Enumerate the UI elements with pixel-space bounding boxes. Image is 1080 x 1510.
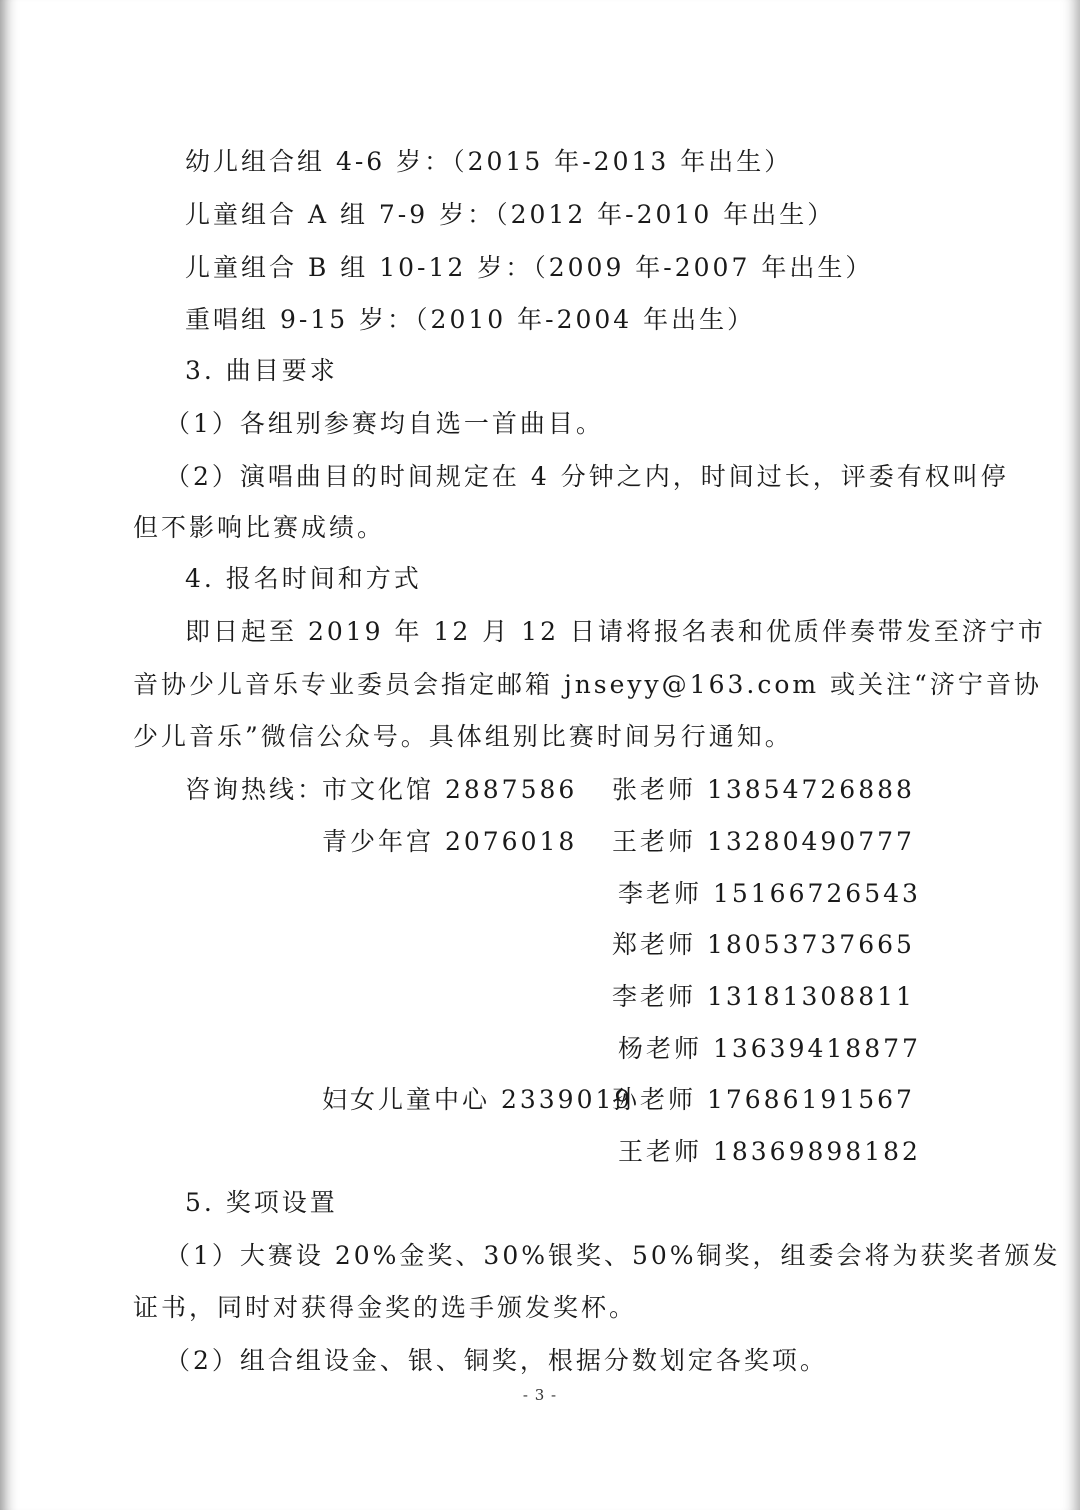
hotline-teacher: 郑老师 18053737665 — [612, 930, 915, 959]
hotline-teacher: 张老师 13854726888 — [612, 775, 915, 804]
hotline-teacher: 李老师 13181308811 — [612, 982, 915, 1011]
age-group-line: 儿童组合 B 组 10-12 岁：（2009 年-2007 年出生） — [185, 253, 874, 282]
section-heading-song-requirements: 3. 曲目要求 — [185, 356, 338, 385]
hotline-teacher: 王老师 13280490777 — [612, 827, 915, 856]
hotline-teacher: 王老师 18369898182 — [618, 1137, 921, 1166]
hotline-venue: 妇女儿童中心 2339019 — [322, 1085, 634, 1114]
hotline-venue: 青少年宫 2076018 — [322, 827, 578, 856]
age-group-line: 儿童组合 A 组 7-9 岁：（2012 年-2010 年出生） — [185, 200, 836, 229]
page-number: - 3 - — [522, 1386, 558, 1404]
hotline-label: 咨询热线： — [185, 775, 326, 804]
hotline-teacher: 李老师 15166726543 — [618, 879, 921, 908]
hotline-venue: 市文化馆 2887586 — [322, 775, 578, 804]
song-requirement-item: （1）各组别参赛均自选一首曲目。 — [165, 409, 604, 438]
section-heading-registration: 4. 报名时间和方式 — [185, 564, 422, 593]
song-requirement-item: （2）演唱曲目的时间规定在 4 分钟之内，时间过长，评委有权叫停 — [165, 462, 1009, 491]
awards-continuation: 证书，同时对获得金奖的选手颁发奖杯。 — [133, 1293, 638, 1322]
section-heading-awards: 5. 奖项设置 — [185, 1188, 338, 1217]
registration-text-line: 即日起至 2019 年 12 月 12 日请将报名表和优质伴奏带发至济宁市 — [185, 617, 1046, 646]
song-requirement-continuation: 但不影响比赛成绩。 — [133, 513, 386, 542]
age-group-line: 幼儿组合组 4-6 岁：（2015 年-2013 年出生） — [185, 147, 793, 176]
age-group-line: 重唱组 9-15 岁：（2010 年-2004 年出生） — [185, 305, 756, 334]
hotline-teacher: 杨老师 13639418877 — [618, 1034, 921, 1063]
awards-item: （1）大赛设 20%金奖、30%银奖、50%铜奖，组委会将为获奖者颁发 — [165, 1241, 1061, 1270]
registration-text-line: 音协少儿音乐专业委员会指定邮箱 jnseyy@163.com 或关注“济宁音协 — [133, 670, 1042, 699]
awards-item: （2）组合组设金、银、铜奖，根据分数划定各奖项。 — [165, 1346, 828, 1375]
hotline-teacher: 孙老师 17686191567 — [612, 1085, 915, 1114]
registration-text-line: 少儿音乐”微信公众号。具体组别比赛时间另行通知。 — [133, 722, 793, 751]
